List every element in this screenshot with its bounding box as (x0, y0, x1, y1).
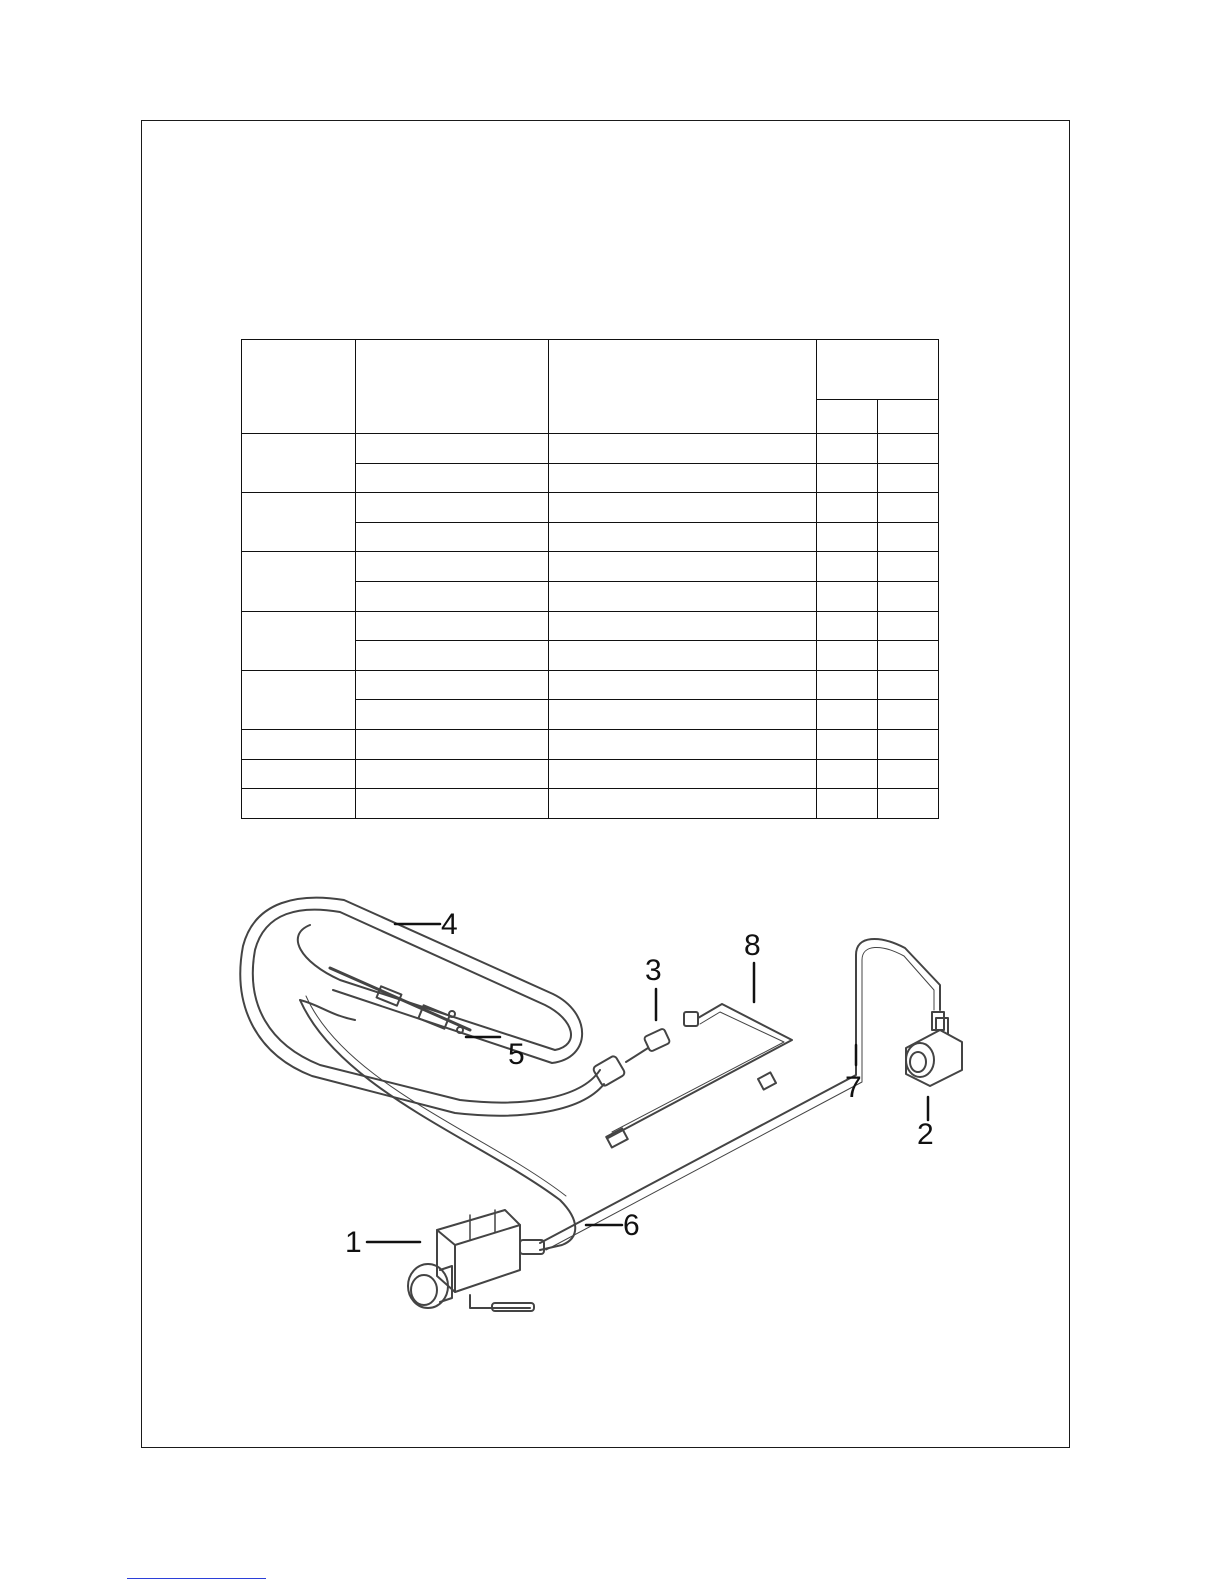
callout-2: 2 (917, 1118, 934, 1151)
regulator (906, 1018, 962, 1086)
burner-orifice-fitting (592, 1055, 626, 1087)
main-gas-line (540, 939, 944, 1250)
callout-7: 7 (845, 1071, 862, 1104)
orifice (626, 1012, 698, 1062)
pilot-assembly (300, 968, 470, 1033)
callout-4: 4 (441, 908, 458, 941)
callout-1: 1 (345, 1226, 362, 1259)
callout-5: 5 (508, 1038, 525, 1071)
gas-valve (408, 1210, 544, 1311)
bottom-link-underline[interactable] (127, 1578, 266, 1579)
callout-3: 3 (645, 954, 662, 987)
callout-8: 8 (744, 929, 761, 962)
callout-6: 6 (623, 1209, 640, 1242)
pilot-tube (608, 1004, 792, 1138)
thermocouple-line (300, 996, 575, 1250)
